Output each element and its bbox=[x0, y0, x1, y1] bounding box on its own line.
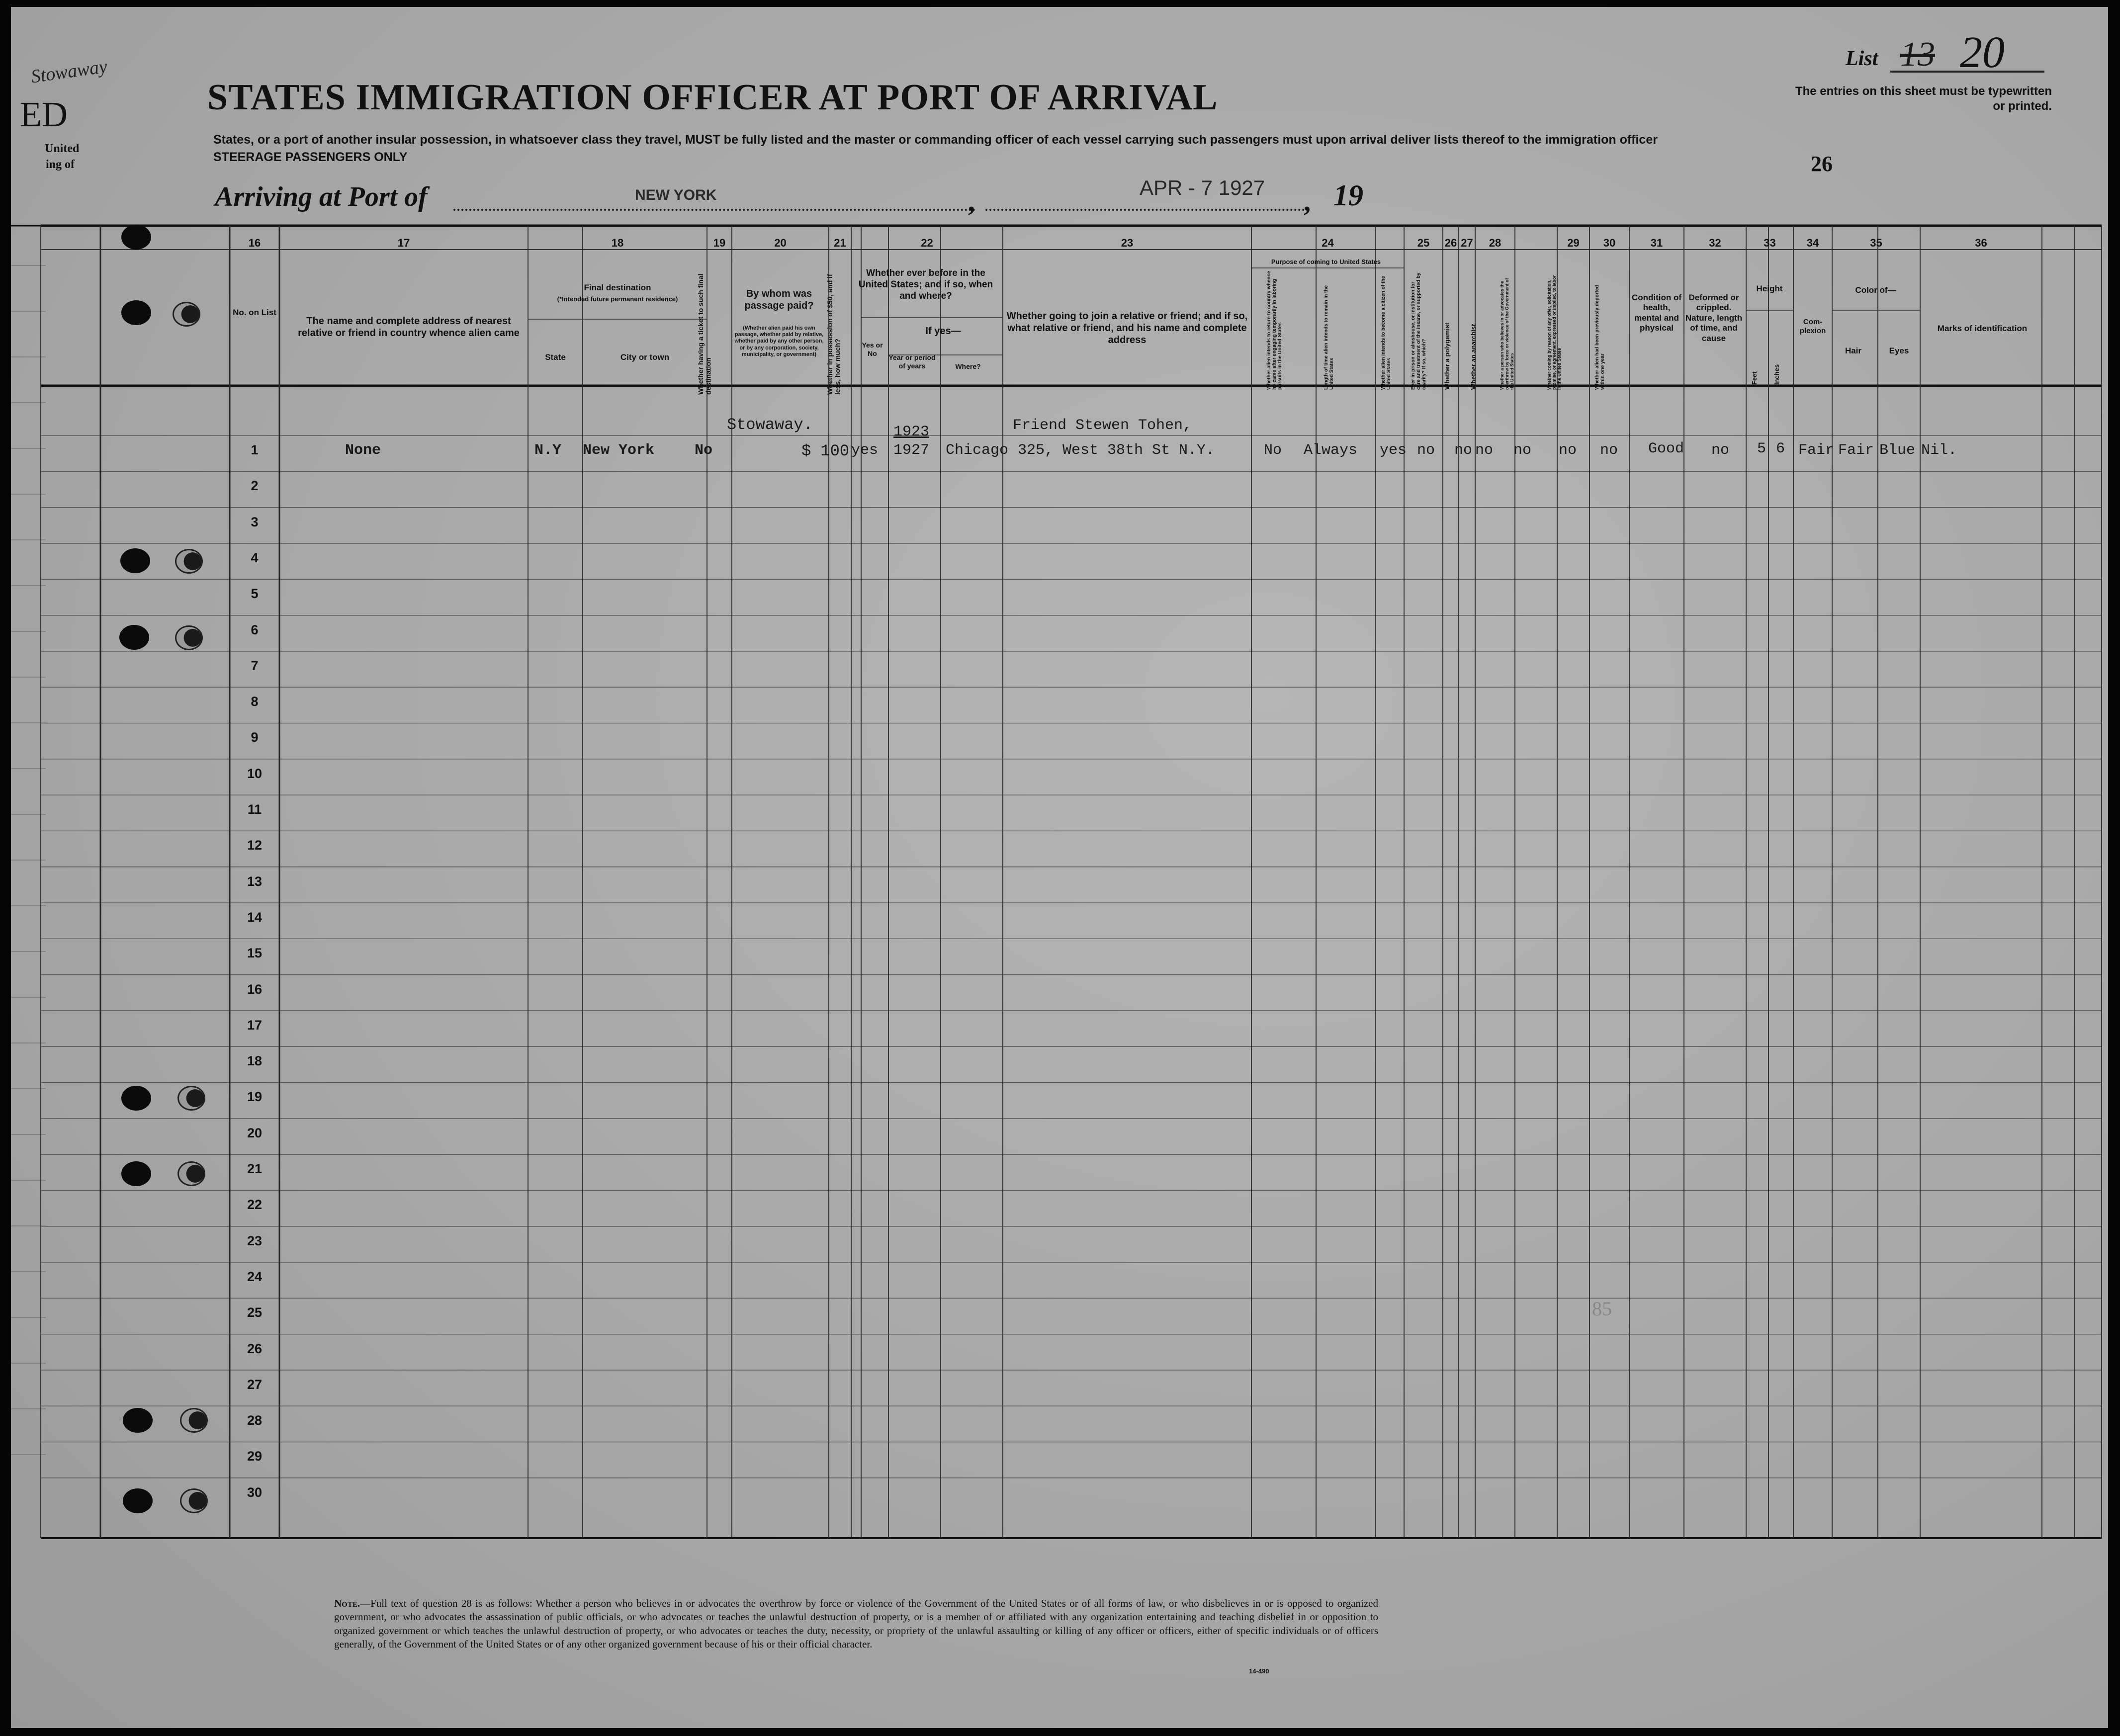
header-c35-hair: Hair bbox=[1845, 346, 1862, 355]
row-number: 17 bbox=[247, 1017, 263, 1033]
header-c26: Whether a polygamist bbox=[1443, 322, 1451, 390]
row-number: 10 bbox=[247, 766, 263, 781]
page-title: STATES IMMIGRATION OFFICER AT PORT OF ARRIVAL bbox=[207, 77, 1218, 118]
entry-marks: Nil. bbox=[1921, 442, 1957, 459]
column-number-20: 20 bbox=[774, 237, 787, 249]
row-number: 14 bbox=[247, 909, 263, 925]
entry-before-yes: yes bbox=[851, 442, 879, 459]
header-c22: Whether ever before in the United States; and if so, when and where? bbox=[858, 268, 993, 301]
punch-hole bbox=[121, 300, 151, 325]
column-number-17: 17 bbox=[397, 237, 410, 249]
entry-stowaway: Stowaway. bbox=[727, 416, 813, 434]
row-number: 27 bbox=[247, 1377, 263, 1392]
column-number-19: 19 bbox=[713, 237, 726, 249]
punch-hole bbox=[123, 1408, 153, 1433]
entry-health: Good bbox=[1648, 440, 1684, 457]
header-c24-b: Length of time alien intends to remain in the United States bbox=[1324, 285, 1334, 390]
comma: , bbox=[968, 186, 975, 217]
row-number: 6 bbox=[251, 622, 259, 637]
column-number-21: 21 bbox=[834, 237, 846, 249]
row-number: 20 bbox=[247, 1125, 263, 1140]
header-c31: Condition of health, mental and physical bbox=[1631, 293, 1682, 333]
arriving-label: Arriving at Port of bbox=[215, 181, 428, 212]
column-number-30: 30 bbox=[1603, 237, 1616, 249]
entry-money: $ 100 bbox=[801, 442, 850, 460]
entry-friend-1: Friend Stewen Tohen, bbox=[1013, 417, 1192, 434]
punch-hole-shadow bbox=[180, 1488, 208, 1513]
column-number-34: 34 bbox=[1806, 237, 1819, 249]
sheet-number: 26 bbox=[1811, 152, 1833, 176]
row-number: 19 bbox=[247, 1089, 263, 1105]
entry-deformed: no bbox=[1711, 442, 1730, 459]
row-number: 25 bbox=[247, 1305, 263, 1320]
entry-feet: 5 bbox=[1757, 440, 1767, 457]
header-c33-inches: Inches bbox=[1773, 364, 1780, 385]
header-c32: Deformed or crippled. Nature, length of time, and cause bbox=[1685, 293, 1743, 343]
entry-years-1: 1923 bbox=[893, 424, 930, 440]
header-c18: Final destination bbox=[584, 283, 651, 292]
header-c20: By whom was passage paid? bbox=[744, 288, 814, 311]
header-c36: Marks of identification bbox=[1937, 324, 2028, 333]
row-number: 24 bbox=[247, 1269, 263, 1284]
header-c16: No. on List bbox=[233, 308, 276, 317]
header-c21: Whether in possession of $50, and if less, how much? bbox=[826, 274, 842, 395]
header-c33: Height bbox=[1756, 284, 1783, 293]
header-c22-where: Where? bbox=[955, 362, 981, 370]
header-c34: Com-plexion bbox=[1799, 318, 1826, 335]
entry-hair: Fair bbox=[1838, 442, 1874, 459]
ruled-grid bbox=[11, 7, 2108, 1728]
column-number-27: 27 bbox=[1461, 237, 1473, 249]
entry-relative: None bbox=[345, 442, 381, 459]
header-c19: Whether having a ticket to such final destination bbox=[697, 273, 712, 395]
entry-deported: no bbox=[1600, 442, 1618, 459]
row-number: 16 bbox=[247, 981, 263, 997]
column-number-18: 18 bbox=[611, 237, 624, 249]
row-number: 26 bbox=[247, 1341, 263, 1356]
entry-prison: no bbox=[1417, 442, 1435, 459]
header-c30: Whether alien had been previously deported within one year bbox=[1594, 285, 1605, 390]
list-label: List bbox=[1846, 47, 1878, 70]
column-number-26: 26 bbox=[1444, 237, 1457, 249]
date-stamp: APR - 7 1927 bbox=[1140, 176, 1265, 199]
punch-hole-shadow bbox=[173, 302, 200, 327]
row-number: 4 bbox=[251, 550, 259, 565]
header-c22-years: Year or period of years bbox=[888, 353, 936, 370]
entry-polygamist: no bbox=[1454, 442, 1473, 459]
entry-anarchist: no bbox=[1475, 442, 1494, 459]
column-number-22: 22 bbox=[921, 237, 933, 249]
header-c20-sub: (Whether alien paid his own passage, whether paid by relative, whether paid by any other person, or by any corporation, society, municipality, or government) bbox=[734, 325, 824, 357]
punch-hole bbox=[121, 1161, 151, 1186]
entry-return: No bbox=[1264, 442, 1282, 459]
punch-hole bbox=[121, 225, 151, 250]
margin-stowaway-note: Stowaway bbox=[29, 56, 109, 87]
row-number: 23 bbox=[247, 1233, 263, 1248]
row-number: 30 bbox=[247, 1484, 263, 1500]
row-number: 7 bbox=[251, 658, 259, 673]
stray-pencil-mark: 85 bbox=[1592, 1298, 1612, 1320]
margin-fragment-ed: ED bbox=[20, 94, 68, 134]
entry-where: Chicago bbox=[946, 442, 1009, 459]
header-c28: Whether a person who believes in or advocates the overthrow by force or violence of the Government of the United States bbox=[1500, 278, 1514, 390]
entries-note: The entries on this sheet must be typewritten or printed. bbox=[1795, 85, 2052, 113]
entry-years-2: 1927 bbox=[893, 442, 930, 459]
margin-fragment-united: United bbox=[45, 142, 80, 155]
header-c25: Ever in prison or almshouse, or institution for care and treatment of the insane, or supported by charity? If so, which? bbox=[1411, 272, 1427, 390]
header-c33-feet: Feet bbox=[1751, 371, 1758, 385]
punch-hole-shadow bbox=[177, 1086, 205, 1111]
row-number: 29 bbox=[247, 1449, 263, 1464]
punch-hole-shadow bbox=[177, 1161, 205, 1186]
footer-note-text: —Full text of question 28 is as follows: Whether a person who believes in or advocates the overthrow by force or violence of the Government of the United States or of all forms of law, or who disbelieves in or is opposed to organized government, or who advocates the assassination of public officials, or who advocates or teaches the unlawful destruction of property, or is a member of or affiliated with any organization entertaining and teaching disbelief in or opposition to organized government or which teaches the unlawful destruction of property, or who advocates or teaches the duty, necessity, or propriety of the unlawful assaulting or killing of any officer or officers, either of specific individuals or of officers generally, of the Government of the United States or of any other organized government because of his or their official character. bbox=[334, 1597, 1378, 1650]
entry-state: N.Y bbox=[534, 442, 562, 459]
header-c18-state: State bbox=[545, 352, 566, 362]
margin-fragment-ing-of: ing of bbox=[46, 158, 75, 171]
entry-inches: 6 bbox=[1776, 440, 1785, 457]
passenger-class: STEERAGE PASSENGERS ONLY bbox=[213, 150, 408, 164]
footer-note bbox=[334, 1597, 1378, 1651]
column-number-23: 23 bbox=[1121, 237, 1134, 249]
header-c24-c: Whether alien intends to become a citizen of the United States bbox=[1381, 276, 1392, 390]
entry-citizen: yes bbox=[1380, 442, 1407, 459]
row-number: 15 bbox=[247, 946, 263, 961]
punch-hole-shadow bbox=[180, 1408, 208, 1433]
row-number: 3 bbox=[251, 514, 259, 529]
row-number: 21 bbox=[247, 1161, 263, 1176]
entry-complexion: Fair bbox=[1798, 442, 1835, 459]
punch-hole-shadow bbox=[175, 625, 203, 650]
entry-length: Always bbox=[1304, 442, 1358, 459]
row-number: 22 bbox=[247, 1197, 263, 1213]
punch-hole bbox=[120, 548, 150, 573]
header-c29: Whether coming by reason of any offer, solicitation, promise, or agreement, expressed or implied, to labor in the United States bbox=[1547, 275, 1562, 390]
column-number-24: 24 bbox=[1322, 237, 1334, 249]
row-number: 2 bbox=[251, 478, 259, 494]
header-c35: Color of— bbox=[1855, 285, 1896, 295]
punch-hole bbox=[119, 625, 149, 650]
list-struck-number: 13 bbox=[1900, 35, 1935, 74]
comma: , bbox=[1304, 186, 1311, 217]
row-number: 12 bbox=[247, 838, 263, 853]
column-number-32: 32 bbox=[1709, 237, 1721, 249]
punch-hole-shadow bbox=[175, 549, 203, 574]
port-underline bbox=[453, 209, 975, 211]
column-number-31: 31 bbox=[1650, 237, 1663, 249]
port-value: NEW YORK bbox=[635, 187, 717, 203]
header-c18-sub: (*Intended future permanent residence) bbox=[557, 295, 678, 303]
row-number: 8 bbox=[251, 694, 259, 709]
row-number: 5 bbox=[251, 586, 259, 602]
header-c22-ifyes: If yes— bbox=[925, 326, 961, 337]
row-number: 11 bbox=[247, 802, 262, 817]
column-number-35: 35 bbox=[1870, 237, 1882, 249]
header-c22-yesno: Yes or No bbox=[862, 341, 883, 357]
header-instruction: States, or a port of another insular possession, in whatsoever class they travel, MUST be fully listed and the master or commanding officer of each vessel carrying such passengers must upon arrival deliver lists thereof to the immigration officer bbox=[213, 133, 1658, 147]
column-number-25: 25 bbox=[1417, 237, 1430, 249]
entry-city: New York bbox=[583, 442, 655, 459]
manifest-sheet bbox=[11, 7, 2108, 1728]
entry-friend-2: 325, West 38th St N.Y. bbox=[1018, 442, 1215, 459]
column-number-36: 36 bbox=[1975, 237, 1987, 249]
header-c24-a: Whether alien intends to return to country whence he came after engaging temporarily in laboring pursuits in the United States bbox=[1266, 271, 1283, 390]
entry-ticket: No bbox=[695, 442, 713, 459]
row-number: 18 bbox=[247, 1053, 263, 1069]
header-c24: Purpose of coming to United States bbox=[1271, 258, 1381, 265]
header-c27: Whether an anarchist bbox=[1470, 324, 1477, 390]
entry-labor-offer: no bbox=[1559, 442, 1577, 459]
footer-note-label: Note. bbox=[334, 1597, 360, 1609]
punch-hole bbox=[123, 1488, 153, 1513]
row-number: 28 bbox=[247, 1413, 263, 1428]
header-c17: The name and complete address of nearest relative or friend in country whence alien came bbox=[298, 316, 520, 339]
row-number: 13 bbox=[247, 873, 263, 889]
header-c35-eyes: Eyes bbox=[1889, 346, 1909, 355]
header-c23: Whether going to join a relative or friend; and if so, what relative or friend, and his name and complete address bbox=[1006, 311, 1248, 346]
header-c18-city: City or town bbox=[620, 352, 670, 362]
row-number: 1 bbox=[251, 442, 259, 457]
year-prefix: 19 bbox=[1333, 179, 1363, 212]
list-number: 20 bbox=[1960, 28, 2005, 77]
form-code: 14-490 bbox=[1249, 1667, 1269, 1675]
column-number-16: 16 bbox=[248, 237, 261, 249]
entry-eyes: Blue bbox=[1879, 442, 1916, 459]
column-number-29: 29 bbox=[1567, 237, 1580, 249]
column-number-33: 33 bbox=[1764, 237, 1776, 249]
row-number: 9 bbox=[251, 730, 259, 745]
list-underline bbox=[1890, 71, 2044, 73]
punch-hole bbox=[121, 1086, 151, 1111]
column-number-28: 28 bbox=[1489, 237, 1502, 249]
date-underline bbox=[985, 209, 1309, 211]
entry-overthrow: no bbox=[1513, 442, 1532, 459]
